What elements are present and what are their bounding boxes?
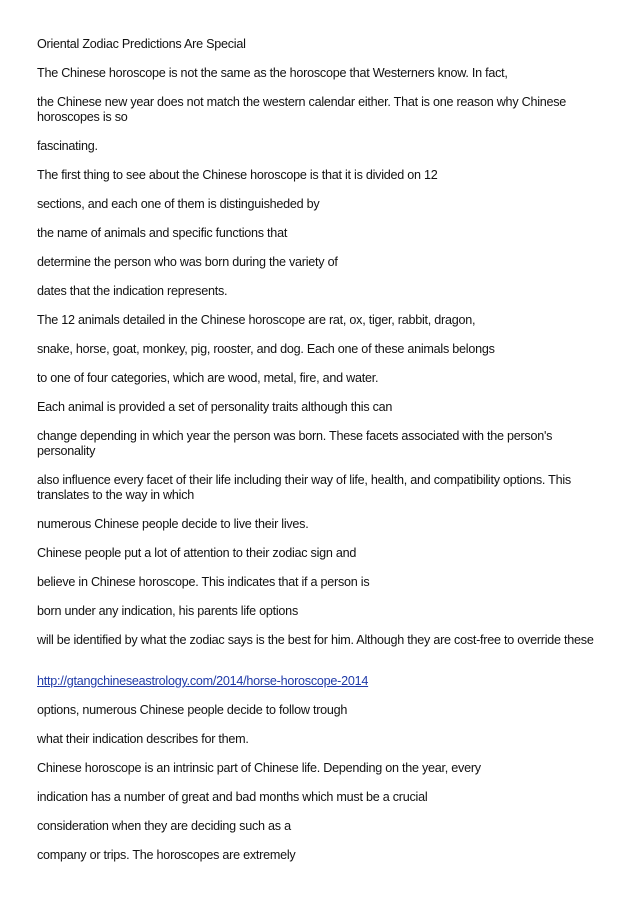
document-title: Oriental Zodiac Predictions Are Special bbox=[37, 37, 246, 51]
paragraph: The 12 animals detailed in the Chinese horoscope are rat, ox, tiger, rabbit, dragon, bbox=[37, 313, 476, 327]
paragraph: options, numerous Chinese people decide to follow trough bbox=[37, 703, 348, 717]
paragraph: determine the person who was born during the variety of bbox=[37, 255, 338, 269]
paragraph: indication has a number of great and bad months which must be a crucial bbox=[37, 790, 428, 804]
paragraph: the Chinese new year does not match the western calendar either. That is one reason why Chinese horoscopes is so bbox=[37, 95, 567, 124]
paragraph: Chinese horoscope is an intrinsic part of Chinese life. Depending on the year, every bbox=[37, 761, 481, 775]
paragraph: the name of animals and specific functions that bbox=[37, 226, 288, 240]
paragraph: The Chinese horoscope is not the same as the horoscope that Westerners know. In fact, bbox=[37, 66, 508, 80]
paragraph: snake, horse, goat, monkey, pig, rooster, and dog. Each one of these animals belongs bbox=[37, 342, 495, 356]
paragraph: born under any indication, his parents life options bbox=[37, 604, 298, 618]
paragraph: will be identified by what the zodiac says is the best for him. Although they are cost-free to override these bbox=[37, 633, 594, 647]
paragraph: believe in Chinese horoscope. This indicates that if a person is bbox=[37, 575, 370, 589]
paragraph: dates that the indication represents. bbox=[37, 284, 228, 298]
paragraph: what their indication describes for them. bbox=[37, 732, 249, 746]
paragraph: change depending in which year the person was born. These facets associated with the person's personality bbox=[37, 429, 553, 458]
paragraph: fascinating. bbox=[37, 139, 98, 153]
paragraph: also influence every facet of their life including their way of life, health, and compatibility options. This translates to the way in which bbox=[37, 473, 571, 502]
paragraph: sections, and each one of them is distinguisheded by bbox=[37, 197, 320, 211]
paragraph: Each animal is provided a set of personality traits although this can bbox=[37, 400, 393, 414]
horoscope-link[interactable]: http://gtangchineseastrology.com/2014/horse-horoscope-2014 bbox=[37, 674, 369, 688]
document-page bbox=[37, 37, 602, 877]
paragraph: consideration when they are deciding such as a bbox=[37, 819, 291, 833]
paragraph: numerous Chinese people decide to live their lives. bbox=[37, 517, 309, 531]
paragraph: to one of four categories, which are wood, metal, fire, and water. bbox=[37, 371, 379, 385]
paragraph: The first thing to see about the Chinese horoscope is that it is divided on 12 bbox=[37, 168, 438, 182]
paragraph: Chinese people put a lot of attention to their zodiac sign and bbox=[37, 546, 357, 560]
paragraph: company or trips. The horoscopes are extremely bbox=[37, 848, 296, 862]
